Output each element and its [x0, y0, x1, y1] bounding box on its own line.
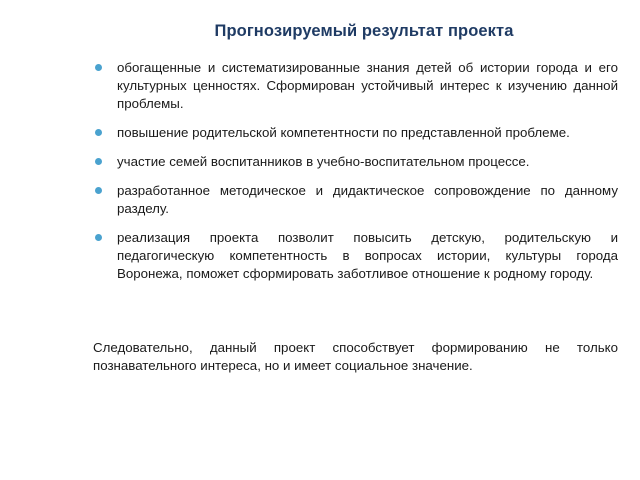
bullet-item [93, 182, 618, 218]
slide-title: Прогнозируемый результат проекта [214, 22, 514, 40]
bullet-dot-icon [95, 187, 102, 194]
bullet-text: разработанное методическое и дидактическое сопровождение по данному разделу. [117, 183, 618, 216]
bullet-item [93, 229, 618, 283]
bullet-list [93, 59, 618, 294]
bullet-dot-icon [95, 158, 102, 165]
bullet-dot-icon [95, 129, 102, 136]
bullet-dot-icon [95, 234, 102, 241]
bullet-item [93, 153, 618, 171]
bullet-text: повышение родительской компетентности по представленной проблеме. [117, 125, 570, 140]
bullet-item [93, 59, 618, 113]
bullet-text: реализация проекта позволит повысить детскую, родительскую и педагогическую компетентность в вопросах истории, культуры города Воронежа, поможет сформировать заботливое отношение к родному городу. [117, 230, 618, 281]
bullet-text: обогащенные и систематизированные знания детей об истории города и его культурных ценностях. Сформирован устойчивый интерес к изучению данной проблемы. [117, 60, 618, 111]
conclusion-paragraph: Следовательно, данный проект способствует формированию не только познавательного интереса, но и имеет социальное значение. [93, 340, 618, 373]
bullet-item [93, 124, 618, 142]
bullet-text: участие семей воспитанников в учебно-воспитательном процессе. [117, 154, 530, 169]
bullet-dot-icon [95, 64, 102, 71]
